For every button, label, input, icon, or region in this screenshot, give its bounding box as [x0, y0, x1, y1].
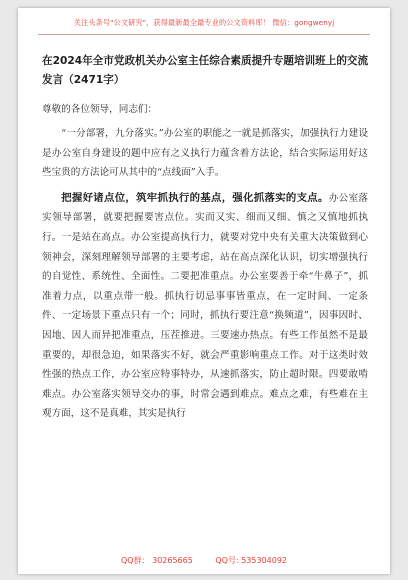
page-footer — [18, 555, 390, 566]
salutation: 尊敬的各位领导，同志们： — [42, 104, 158, 115]
section-body: 办公室落实领导部署，就要把握要害点位。实而又实、细而又细、慎之又慎地抓执行。一是站在高点。办公室提高执行力，就要对党中央有关重大决策做到心领神会，深刻理解领导部署的主要考虑，站在高点深化认识，切实增强执行的自觉性、系统性、全面性。二要把准重点。办公室要善于牵“牛鼻子”，抓准着力点，以重点带一般。抓执行切忌事事皆重点，在一定时间、一定条件、一定场景下重点只有一个；同时，抓执行要注意“换频道”，因事因时、因地、因人而异把准重点，压茬推进。三要速办热点。有些工作虽然不是最重要的，却很急迫，如果落实不好，就会严重影响重点工作。对于这类时效性强的热点工作，办公室应特事特办，从速抓落实，防止超时限。四要敢啃难点。办公室落实领导交办的事，时常会遇到难点。难点之难，有些难在主观方面，这不是真难，其实是执行 — [42, 192, 369, 420]
page-header: 关注头条号"公文研究"，获得最新最全最专业的公文资料库！ 微信：gongwenyj — [73, 18, 335, 27]
paragraph-section-1 — [42, 189, 368, 424]
header-divider — [38, 34, 370, 35]
qq-number: QQ号: 535304092 — [215, 556, 288, 565]
document-body — [42, 124, 368, 424]
paragraph-intro: “一分部署，九分落实。”办公室的职能之一就是抓落实，加强执行力建设是办公室自身建设的题中应有之义执行力蕴含着方法论，结合实际运用好这些宝贵的方法论可从其中的“点线面”入手。 — [42, 128, 368, 179]
document-page — [18, 8, 390, 574]
qq-group: QQ群： 30265665 — [120, 556, 193, 565]
section-heading: 把握好诸点位，筑牢抓执行的基点，强化抓落实的支点。 — [61, 191, 329, 204]
document-title: 在2024年全市党政机关办公室主任综合素质提升专题培训班上的交流发言（2471字） — [42, 55, 369, 86]
